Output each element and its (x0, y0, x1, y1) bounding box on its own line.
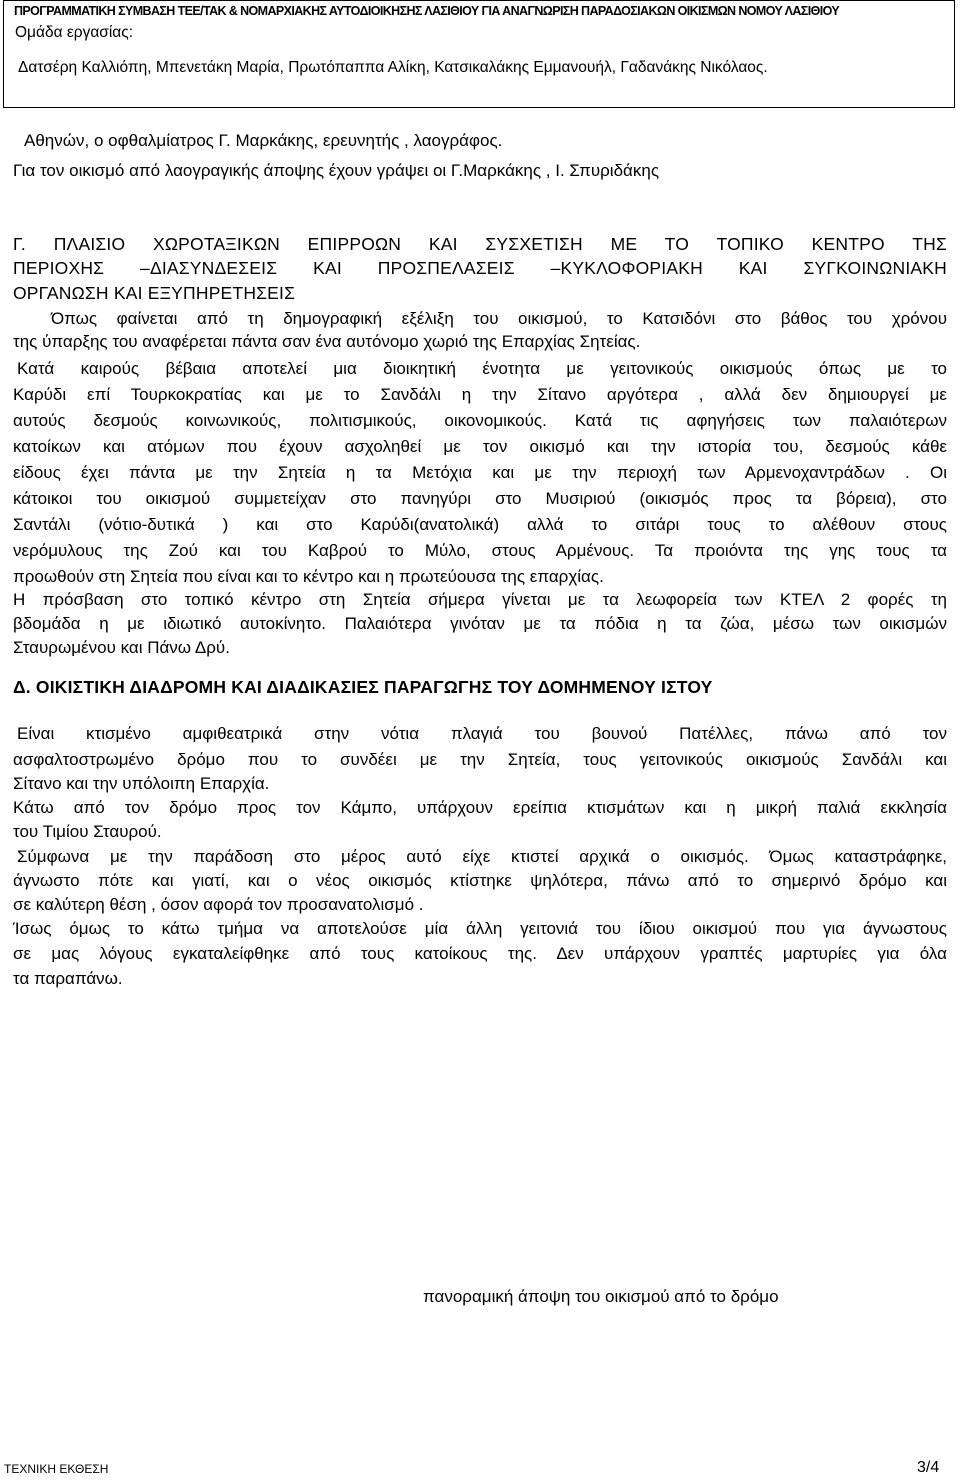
paragraph-line: Σταυρωμένου και Πάνω Δρύ. (13, 638, 230, 657)
paragraph-line: Κατά καιρούς βέβαια αποτελεί μια διοικητική ένοτητα με γειτονικούς οικισμούς όπως με το (17, 359, 947, 378)
paragraph-line: Σίτανο και την υπόλοιπη Επαρχία. (13, 774, 270, 793)
paragraph-line: Είναι κτισμένο αμφιθεατρικά στην νότια πλαγιά του βουνού Πατέλλες, πάνω από τον (17, 724, 947, 743)
paragraph-line: σε μας λόγους εγκαταλείφθηκε από τους κατοίκους της. Δεν υπάρχουν γραπτές μαρτυρίες για όλα (13, 944, 947, 963)
paragraph-line: Όπως φαίνεται από τη δημογραφική εξέλιξη του οικισμού, το Κατσιδόνι στο βάθος του χρόνου (51, 309, 947, 328)
program-title: ΠΡΟΓΡΑΜΜΑΤΙΚΗ ΣΥΜΒΑΣΗ ΤΕΕ/ΤΑΚ & ΝΟΜΑΡΧΙΑΚΗΣ ΑΥΤΟΔΙΟΙΚΗΣΗΣ ΛΑΣΙΘΙΟΥ ΓΙΑ ΑΝΑΓΝΩΡΙΣΗ ΠΑΡΑΔΟΣΙΑΚΩΝ ΟΙΚΙΣΜΩΝ ΝΟΜΟΥ ΛΑΣΙΘΙΟΥ (14, 4, 840, 18)
footer-report-title: ΤΕΧΝΙΚΗ ΕΚΘΕΣΗ (4, 1462, 109, 1476)
paragraph-line: νερόμυλους της Ζού και του Καβρού το Μύλο, στους Αρμένους. Τα προιόντα της γης τους τα (13, 541, 947, 560)
intro-line: Για τον οικισμό από λαογραγικής άποψης έχουν γράψει οι Γ.Μαρκάκης , Ι. Σπυριδάκης (13, 161, 660, 180)
paragraph-line: κατοίκων και ατόμων που έχουν ασχοληθεί με τον οικισμό και την ιστορία του, δεσμούς κάθε (13, 437, 947, 456)
intro-line: Αθηνών, ο οφθαλμίατρος Γ. Μαρκάκης, ερευνητής , λαογράφος. (24, 131, 503, 150)
paragraph-line: Ίσως όμως το κάτω τμήμα να αποτελούσε μία άλλη γειτονιά του ίδιου οικισμού που για άγνωστους (13, 919, 947, 938)
paragraph-line: της ύπαρξης του αναφέρεται πάντα σαν ένα αυτόνομο χωριό της Επαρχίας Σητείας. (13, 332, 641, 351)
header-box (3, 0, 955, 108)
page-number: 3/4 (917, 1459, 940, 1476)
paragraph-line: του Τιμίου Σταυρού. (13, 822, 162, 841)
paragraph-line: Καρύδι επί Τουρκοκρατίας και με το Σανδάλι η την Σίτανο αργότερα , αλλά δεν δημιουργεί με (13, 385, 947, 404)
paragraph-line: αυτούς δεσμούς κοινωνικούς, πολιτισμικούς, οικονομικούς. Κατά τις αφηγήσεις των παλαιότερων (13, 411, 947, 430)
workgroup-label: Ομάδα εργασίας: (15, 24, 134, 41)
paragraph-line: ασφαλτοστρωμένο δρόμο που το συνδέει με την Σητεία, τους γειτονικούς οικισμούς Σανδάλι και (13, 750, 947, 769)
paragraph-line: Κάτω από τον δρόμο προς τον Κάμπο, υπάρχουν ερείπια κτισμάτων και η μικρή παλιά εκκλησία (13, 798, 947, 817)
paragraph-line: κάτοικοι του οικισμού συμμετείχαν στο πανηγύρι στο Μυσιριού (οικισμός προς τα βόρεια), στο (13, 489, 947, 508)
workgroup-members: Δατσέρη Καλλιόπη, Μπενετάκη Μαρία, Πρωτόπαππα Αλίκη, Κατσικαλάκης Εμμανουήλ, Γαδανάκης Νικόλαος. (18, 59, 768, 76)
paragraph-line: σε καλύτερη θέση , όσον αφορά τον προσανατολισμό . (13, 895, 424, 914)
section-d-heading: Δ. ΟΙΚΙΣΤΙΚΗ ΔΙΑΔΡΟΜΗ ΚΑΙ ΔΙΑΔΙΚΑΣΙΕΣ ΠΑΡΑΓΩΓΗΣ ΤΟΥ ΔΟΜΗΜΕΝΟΥ ΙΣΤΟΥ (13, 677, 713, 697)
photo-caption: πανοραμική άποψη του οικισμού από το δρόμο (423, 1287, 779, 1306)
paragraph-line: είδους έχει πάντα με την Σητεία η τα Μετόχια και με την περιοχή των Αρμενοχαντράδων . Οι (13, 463, 947, 482)
paragraph-line: προωθούν στη Σητεία που είναι και το κέντρο και η πρωτεύουσα της επαρχίας. (13, 567, 604, 586)
section-g-heading: ΠΕΡΙΟΧΗΣ –ΔΙΑΣΥΝΔΕΣΕΙΣ ΚΑΙ ΠΡΟΣΠΕΛΑΣΕΙΣ –ΚΥΚΛΟΦΟΡΙΑΚΗ ΚΑΙ ΣΥΓΚΟΙΝΩΝΙΑΚΗ (13, 258, 947, 278)
section-g-heading: ΟΡΓΑΝΩΣΗ ΚΑΙ ΕΞΥΠΗΡΕΤΗΣΕΙΣ (13, 283, 296, 303)
paragraph-line: τα παραπάνω. (13, 969, 123, 988)
paragraph-line: Σύμφωνα με την παράδοση στο μέρος αυτό είχε κτιστεί αρχικά ο οικισμός. Όμως καταστράφηκε, (17, 847, 947, 866)
paragraph-line: Σαντάλι (νότιο-δυτικά ) και στο Καρύδι(ανατολικά) αλλά το σιτάρι τους το αλέθουν στους (13, 515, 947, 534)
paragraph-line: βδομάδα η με ιδιωτικό αυτοκίνητο. Παλαιότερα γινόταν με τα πόδια η τα ζώα, μέσω των οικισμών (13, 614, 947, 633)
paragraph-line: άγνωστο πότε και γιατί, και ο νέος οικισμός κτίστηκε ψηλότερα, πάνω από το σημερινό δρόμο και (13, 871, 947, 890)
paragraph-line: Η πρόσβαση στο τοπικό κέντρο στη Σητεία σήμερα γίνεται με τα λεωφορεία των ΚΤΕΛ 2 φορές τη (13, 590, 947, 609)
section-g-heading: Γ. ΠΛΑΙΣΙΟ ΧΩΡΟΤΑΞΙΚΩΝ ΕΠΙΡΡΟΩΝ ΚΑΙ ΣΥΣΧΕΤΙΣΗ ΜΕ ΤΟ ΤΟΠΙΚΟ ΚΕΝΤΡΟ ΤΗΣ (13, 234, 947, 254)
